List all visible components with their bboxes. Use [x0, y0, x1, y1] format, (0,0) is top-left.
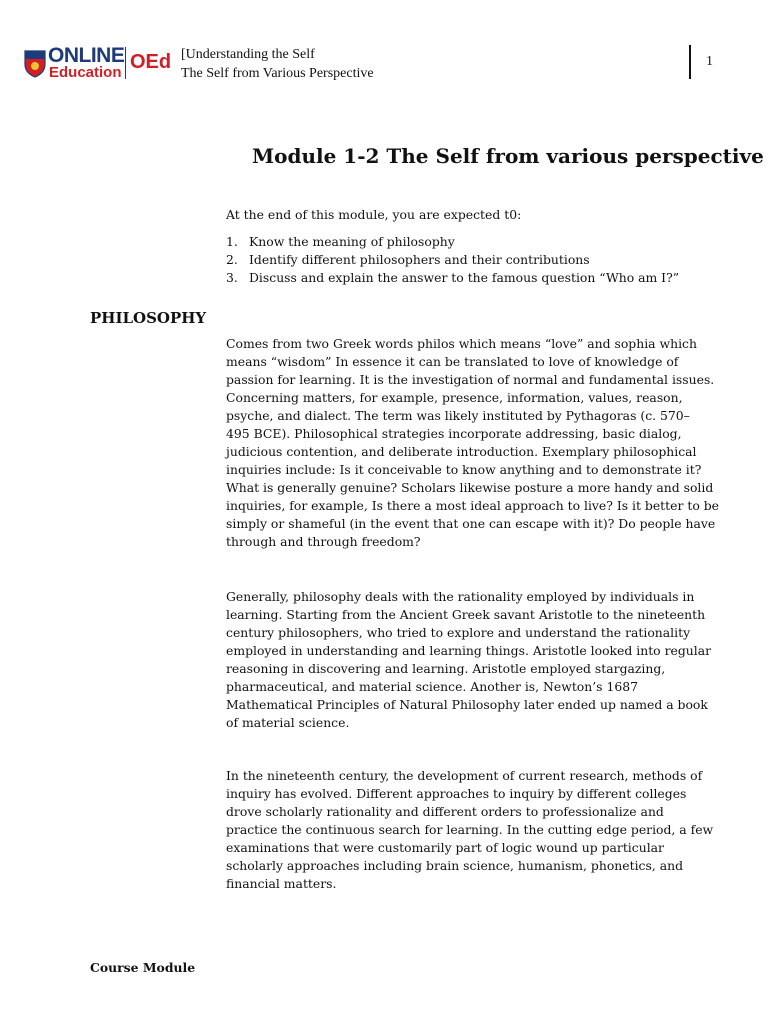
objectives-intro: At the end of this module, you are expected t0:: [226, 207, 522, 222]
body-paragraph-history: Generally, philosophy deals with the rationality employed by individuals in learning. Starting from the Ancient Greek savant Aristotle to the nineteenth century philosophers, who tried to explore and understand the rationality employed in understanding and learning things. Aristotle looked into regular reasoning in discovering and learning. Aristotle employed stargazing, pharmaceutical, and material science. Another is, Newton’s 1687 Mathematical Principles of Natural Philosophy later ended up named a book of material science.: [226, 589, 712, 730]
objectives-list: [226, 233, 679, 287]
logo-text-online: ONLINE: [48, 44, 125, 67]
header-divider: [689, 45, 691, 79]
shield-icon: [24, 48, 46, 78]
oed-logo: [24, 45, 176, 85]
logo-mark-oed: OEd: [130, 51, 172, 73]
header-module-subtitle: The Self from Various Perspective: [181, 66, 374, 81]
page-number: 1: [706, 54, 713, 69]
header-title: [181, 45, 374, 83]
footer-course-module: Course Module: [90, 960, 196, 975]
logo-text-education: Education: [49, 64, 122, 81]
header-course-title: [Understanding the Self: [181, 47, 315, 62]
body-paragraph-definition: Comes from two Greek words philos which means “love” and sophia which means “wisdom” In essence it can be translated to love of knowledge of passion for learning. It is the investigation of normal and fundamental issues. Concerning matters, for example, presence, information, values, reason, psyche, and dialect. The term was likely instituted by Pythagoras (c. 570– 495 BCE). Philosophical strategies incorporate addressing, basic dialog, judicious contention, and deliberate introduction. Exemplary philosophical inquiries include: Is it conceivable to know anything and to demonstrate it? What is generally genuine? Scholars likewise posture a more handy and solid inquiries, for example, Is there a most ideal approach to live? Is it better to be simply or shameful (in the event that one can escape with it)? Do people have through and through freedom?: [226, 336, 719, 549]
logo-divider: [125, 47, 126, 79]
module-title: Module 1-2 The Self from various perspective: [252, 144, 764, 168]
objective-item: 3. Discuss and explain the answer to the famous question “Who am I?”: [226, 270, 680, 285]
objective-item: 1. Know the meaning of philosophy: [226, 234, 455, 249]
section-heading: PHILOSOPHY: [90, 309, 207, 327]
objective-item: 2. Identify different philosophers and their contributions: [226, 252, 590, 267]
body-paragraph-nineteenth-century: In the nineteenth century, the development of current research, methods of inquiry has evolved. Different approaches to inquiry by different colleges drove scholarly rationality and different orders to professionalize and practice the continuous search for learning. In the cutting edge period, a few examinations that were customarily part of logic wound up particular scholarly approaches including brain science, humanism, phonetics, and financial matters.: [226, 768, 714, 891]
